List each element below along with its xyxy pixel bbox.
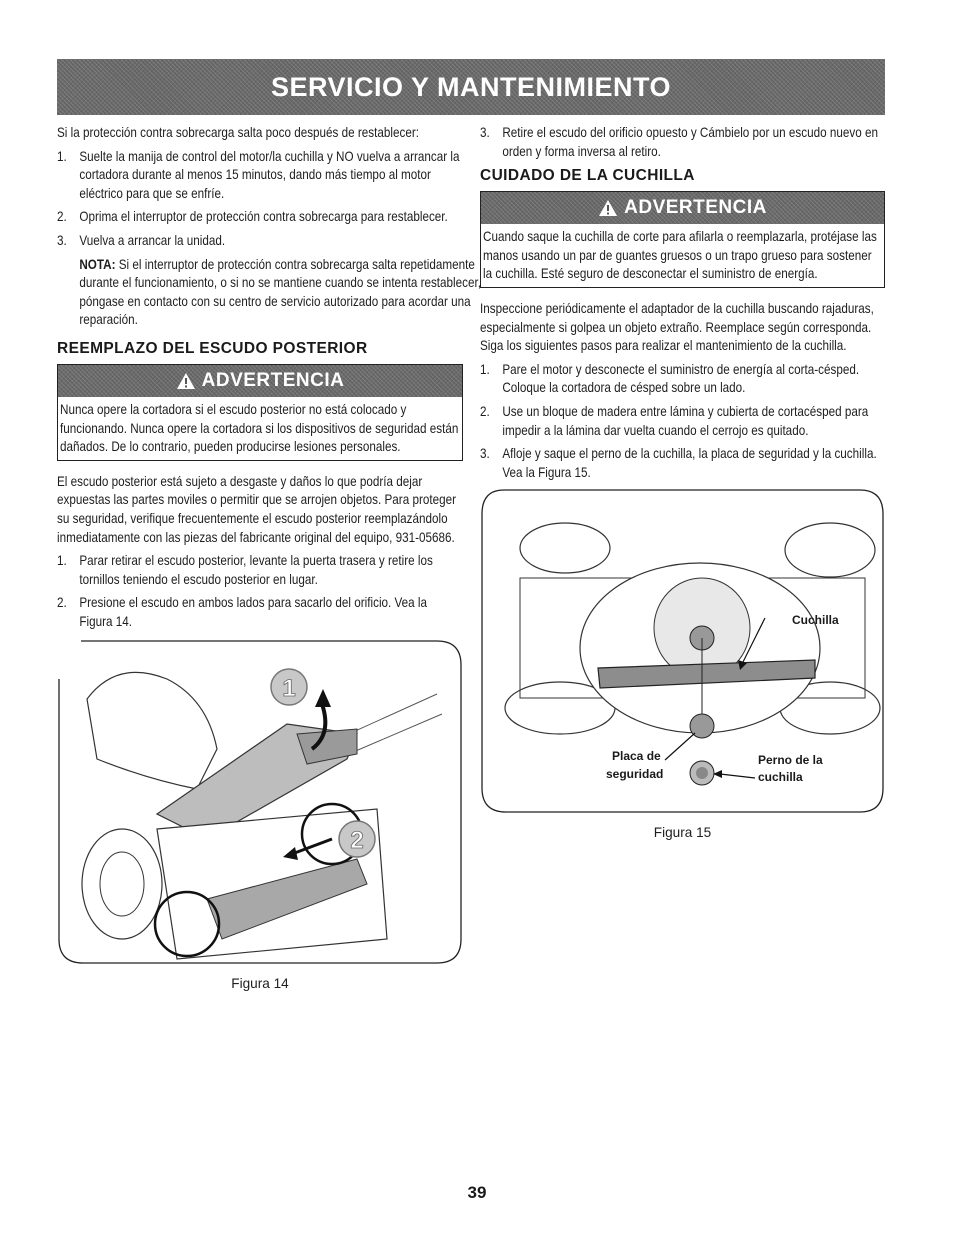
section-banner <box>57 59 885 115</box>
warning-text: Nunca opere la cortadora si el escudo posterior no está colocado y funcionando. Nunca opere la cortadora si los dispositivos de seguridad están dañados. De lo contrario, pueden producirse lesiones personales. <box>60 401 459 455</box>
warning-header <box>58 365 462 397</box>
list-item: 3. Retire el escudo del orificio opuesto y Cámbielo por un escudo nuevo en orden y forma inversa al retiro. <box>480 125 878 159</box>
warning-header <box>481 192 884 224</box>
figure-caption: Figura 14 <box>231 976 289 992</box>
warning-text: Cuando saque la cuchilla de corte para afilarla o reemplazarla, protéjase las manos usando un par de guantes gruesos o un trapo grueso para sostener la cuchilla. Esté seguro de desconectar el suministro de energía. <box>483 229 877 282</box>
list-item: 1. Pare el motor y desconecte el suministro de energía al corta-césped. Coloque la cortadora de césped sobre un lado. <box>480 361 860 396</box>
list-item: 2. Use un bloque de madera entre lámina y cubierta de cortacésped para impedir a la lámina dar vuelta cuando el cerrojo es quitado. <box>480 403 869 438</box>
list-item: 2. Presione el escudo en ambos lados para sacarlo del orificio. Vea la Figura 14. <box>57 595 428 629</box>
list-item: 3. Afloje y saque el perno de la cuchilla, la placa de seguridad y la cuchilla. Vea la Figura 15. <box>480 446 877 480</box>
warning-box <box>480 191 885 288</box>
warning-box <box>57 364 463 461</box>
right-column <box>480 124 885 840</box>
warning-label: ADVERTENCIA <box>201 369 345 391</box>
list-item: 2. Oprima el interruptor de protección contra sobrecarga para restablecer. <box>57 209 448 225</box>
note-text: Si el interruptor de protección contra sobrecarga salta repetidamente durante el funcionamiento, o si no se mantiene cuando se intenta restablecer, póngase en contacto con su centro de servicio autorizado para acordar una reparación. <box>79 256 482 328</box>
figure-caption: Figura 15 <box>653 825 712 841</box>
list-item: 3. Vuelva a arrancar la unidad. <box>57 232 226 248</box>
figure-15 <box>480 488 885 840</box>
note-label: NOTA: <box>79 256 116 272</box>
step-badge-1: 1 <box>282 675 296 703</box>
warning-label: ADVERTENCIA <box>624 197 767 219</box>
body-text: El escudo posterior está sujeto a desgaste y daños lo que podría dejar expuestas las partes moviles o permitir que se arrojen objetos. Para proteger su seguridad, verifique frecuentemente el escudo posterior reemplazándolo inmediatamente con las piezas del fabricante original del equipo, 931-05686. <box>57 473 456 545</box>
label-blade-bolt-line2: cuchilla <box>758 770 803 785</box>
label-safety-plate-line2: seguridad <box>606 767 664 782</box>
label-safety-plate-line1: Placa de <box>612 749 661 764</box>
label-blade: Cuchilla <box>792 613 839 628</box>
page-title: SERVICIO Y MANTENIMIENTO <box>270 71 672 102</box>
page-number: 39 <box>467 1183 487 1202</box>
list-item: 1. Suelte la manija de control del motor/la cuchilla y NO vuelva a arrancar la cortadora durante al menos 15 minutos, dando más tiempo al motor eléctrico para que se enfríe. <box>57 148 460 201</box>
intro-text: Si la protección contra sobrecarga salta poco después de restablecer: <box>57 125 419 140</box>
figure-14 <box>57 639 463 991</box>
section-heading: CUIDADO DE LA CUCHILLA <box>480 167 695 185</box>
list-item: 1. Parar retirar el escudo posterior, levante la puerta trasera y retire los tornillos teniendo el escudo posterior en lugar. <box>57 553 433 587</box>
note-paragraph <box>57 256 484 330</box>
left-column <box>57 124 482 992</box>
section-heading: REEMPLAZO DEL ESCUDO POSTERIOR <box>57 339 368 357</box>
warning-triangle-icon <box>598 199 618 217</box>
body-text: Inspeccione periódicamente el adaptador de la cuchilla buscando rajaduras, especialmente si golpea un objeto extraño. Reemplace según corresponda. Siga los siguientes pasos para realizar el mantenimiento de la cuchilla. <box>480 300 874 354</box>
label-blade-bolt-line1: Perno de la <box>758 753 823 768</box>
step-badge-2: 2 <box>350 827 364 855</box>
warning-triangle-icon <box>176 372 196 390</box>
blade-illustration <box>480 488 885 814</box>
rear-shield-illustration <box>57 639 463 965</box>
